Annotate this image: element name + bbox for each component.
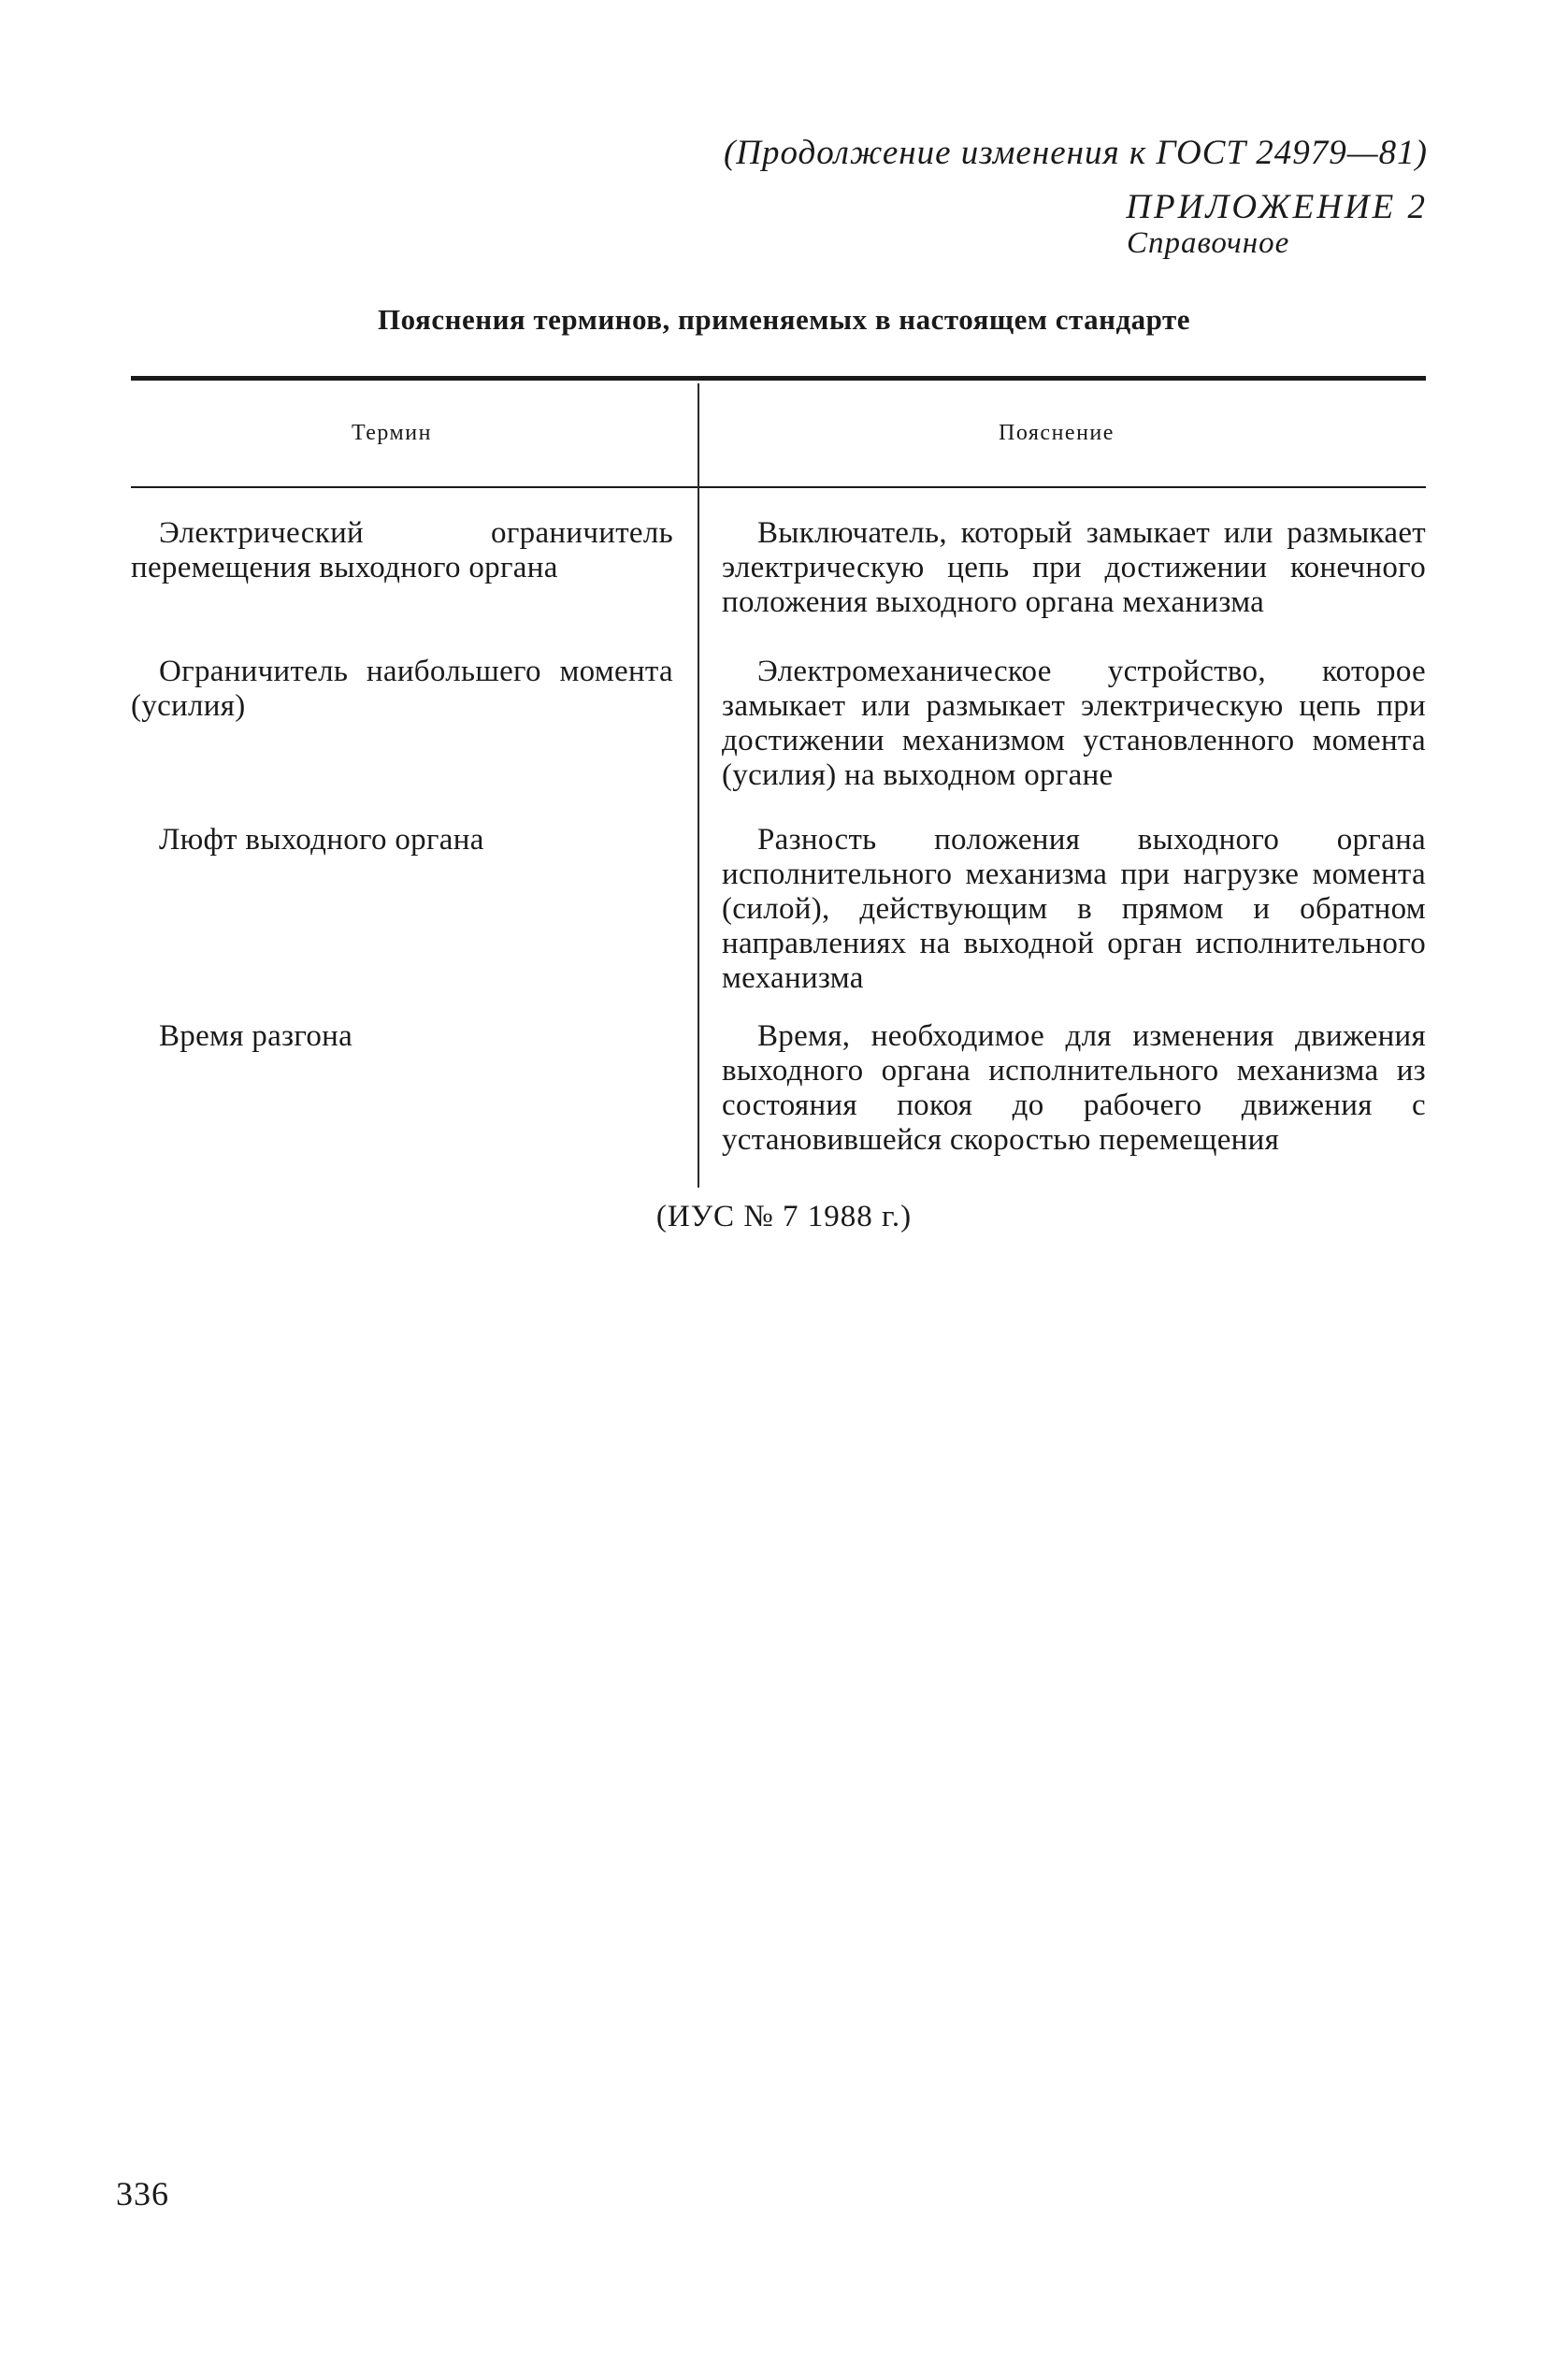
column-header-term: Термин: [352, 421, 432, 445]
table-header-rule: [131, 486, 1426, 488]
table-row-term: [131, 655, 673, 724]
column-header-explanation: Пояснение: [999, 421, 1115, 445]
explanation-text: Электромеханическое устройство, которое замыкает или размыкает электрическую цепь при достижении механизмом установленного момента (усилия) на выходном органе: [722, 655, 1426, 792]
page-number: 336: [116, 2175, 169, 2213]
source-note: (ИУС № 7 1988 г.): [655, 1200, 913, 1233]
term-text: Люфт выходного органа: [159, 823, 484, 857]
table-top-rule: [131, 376, 1426, 381]
term-text: Ограничитель наибольшего момента (усилия): [131, 655, 673, 723]
appendix-heading: ПРИЛОЖЕНИЕ 2: [1126, 188, 1428, 226]
table-row-explanation: [722, 1019, 1426, 1158]
explanation-text: Выключатель, который замыкает или размыкает электрическую цепь при достижении конечного положения выходного органа механизма: [722, 516, 1426, 619]
table-row-explanation: [722, 655, 1426, 793]
table-row-term: [131, 1019, 673, 1054]
table-row-term: [131, 823, 673, 858]
table-row-term: [131, 516, 673, 585]
continuation-note: (Продолжение изменения к ГОСТ 24979—81): [723, 134, 1428, 172]
term-text: Электрический ограничитель перемещения выходного органа: [131, 516, 673, 584]
term-text: Время разгона: [159, 1019, 353, 1053]
table-column-divider: [698, 383, 699, 1188]
explanation-text: Разность положения выходного органа исполнительного механизма при нагрузке момента (силой), действующим в прямом и обратном направлениях на выходной орган исполнительного механизма: [722, 823, 1426, 995]
table-row-explanation: [722, 516, 1426, 620]
appendix-status: Справочное: [1127, 226, 1290, 260]
table-title: Пояснения терминов, применяемых в настоящем стандарте: [378, 303, 1190, 336]
explanation-text: Время, необходимое для изменения движения выходного органа исполнительного механизма из состояния покоя до рабочего движения с установившейся скоростью перемещения: [722, 1019, 1426, 1157]
table-row-explanation: [722, 823, 1426, 996]
